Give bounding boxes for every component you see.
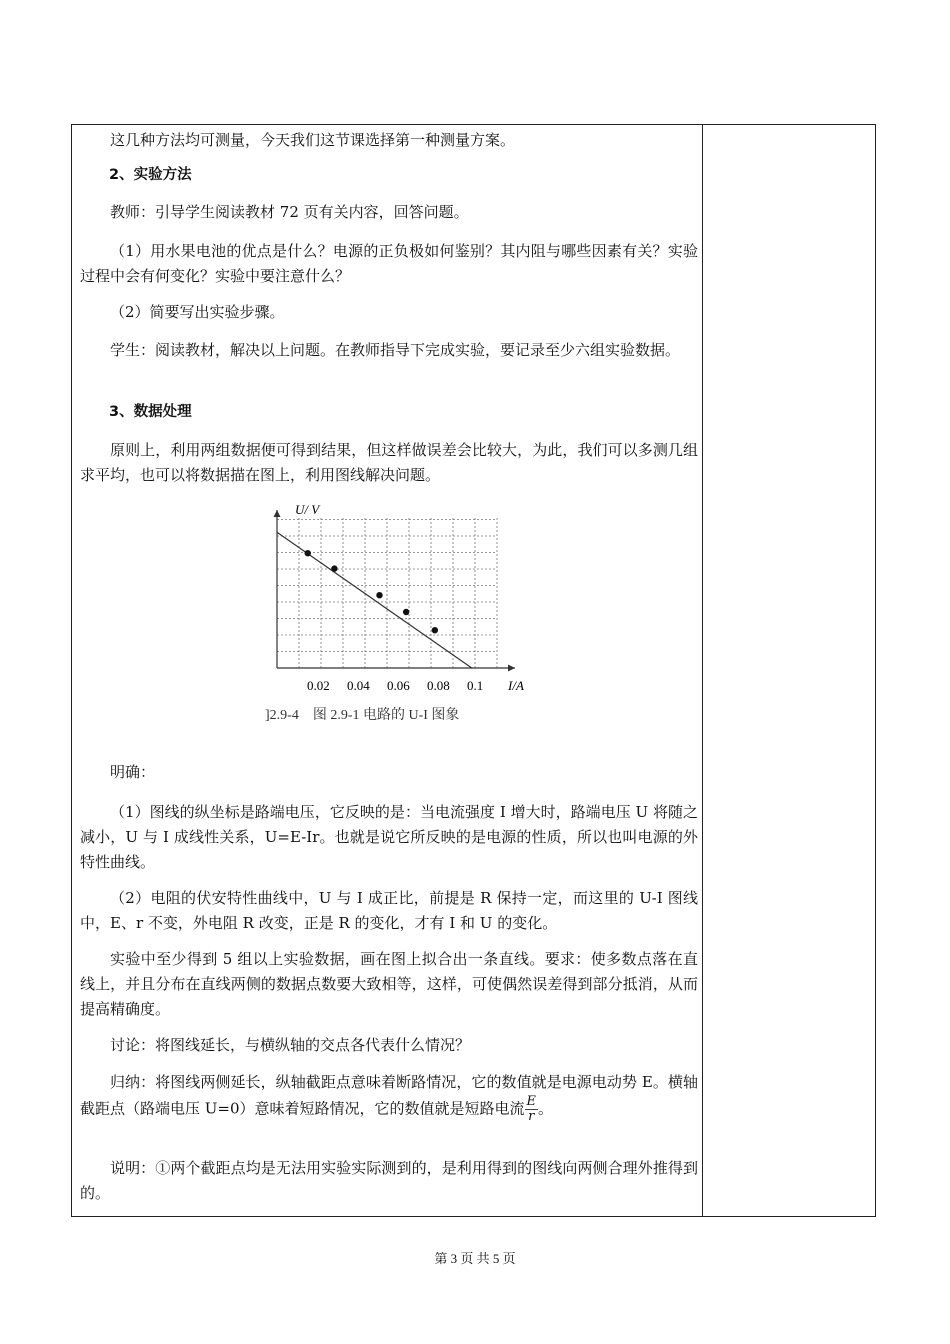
fraction [525, 1095, 539, 1124]
paragraph: 讨论：将图线延长，与横纵轴的交点各代表什么情况？ [110, 1036, 471, 1054]
x-tick-label: 0.1 [467, 678, 484, 693]
paragraph-text: 归纳：将图线两侧延长，纵轴截距点意味着断路情况，它的数值就是电源电动势 E。横轴截距点（路端电压 U=0）意味着短路情况，它的数值就是短路电流 [80, 1073, 698, 1118]
section-heading-method: 2、实验方法 [109, 167, 192, 183]
data-point [376, 592, 382, 598]
section-heading-data: 3、数据处理 [109, 404, 192, 420]
x-tick-labels [307, 678, 483, 693]
figure-caption: ]2.9-4 图 2.9-1 电路的 U-I 图象 [265, 708, 460, 723]
paragraph: （1）用水果电池的优点是什么？电源的正负极如何鉴别？其内阻与哪些因素有关？实验过程中会有何变化？实验中要注意什么？ [80, 242, 698, 285]
paragraph: 说明：①两个截距点均是无法用实验实际测到的，是利用得到的图线向两侧合理外推得到的。 [80, 1159, 698, 1202]
data-points [305, 550, 439, 633]
paragraph: 这几种方法均可测量，今天我们这节课选择第一种测量方案。 [110, 131, 516, 149]
paragraph [80, 1070, 698, 1124]
paragraph: （1）图线的纵坐标是路端电压，它反映的是：当电流强度 I 增大时，路端电压 U 将随之减小，U 与 I 成线性关系，U=E-Ir。也就是说它所反映的是电源的性质，所以也叫电源的外特性曲线。 [80, 803, 698, 871]
x-tick-label: 0.04 [347, 678, 370, 693]
data-point [403, 609, 409, 615]
paragraph: 实验中至少得到 5 组以上实验数据，画在图上拟合出一条直线。要求：使多数点落在直线上，并且分布在直线两侧的数据点数要大致相等，这样，可使偶然误差得到部分抵消，从而提高精确度。 [80, 950, 698, 1018]
column-divider [702, 124, 703, 1217]
paragraph-end: 。 [538, 1099, 554, 1118]
paragraph: 原则上，利用两组数据便可得到结果，但这样做误差会比较大，为此，我们可以多测几组求平均，也可以将数据描在图上，利用图线解决问题。 [80, 441, 698, 484]
ui-graph-figure [265, 500, 545, 730]
paragraph: （2）简要写出实验步骤。 [110, 303, 285, 321]
fraction-numerator: E [526, 1094, 537, 1109]
ui-chart [265, 500, 545, 700]
paragraph: 教师：引导学生阅读教材 72 页有关内容，回答问题。 [110, 203, 469, 221]
data-point [331, 565, 337, 571]
chart-grid [277, 518, 497, 668]
x-tick-label: 0.02 [307, 678, 330, 693]
x-tick-label: 0.08 [427, 678, 450, 693]
data-point [305, 550, 311, 556]
y-axis-label: U/ V [295, 502, 320, 517]
paragraph: 学生：阅读教材，解决以上问题。在教师指导下完成实验，要记录至少六组实验数据。 [110, 341, 681, 359]
data-point [432, 627, 438, 633]
paragraph: 明确： [110, 763, 156, 781]
paragraph: （2）电阻的伏安特性曲线中，U 与 I 成正比，前提是 R 保持一定，而这里的 U-I 图线中，E、r 不变，外电阻 R 改变，正是 R 的变化，才有 I 和 U 的变化。 [80, 889, 698, 932]
page-footer: 第 3 页 共 5 页 [434, 1251, 516, 1266]
x-axis-label: I/A [508, 678, 524, 693]
x-tick-label: 0.06 [387, 678, 410, 693]
fraction-denominator: r [528, 1109, 535, 1124]
